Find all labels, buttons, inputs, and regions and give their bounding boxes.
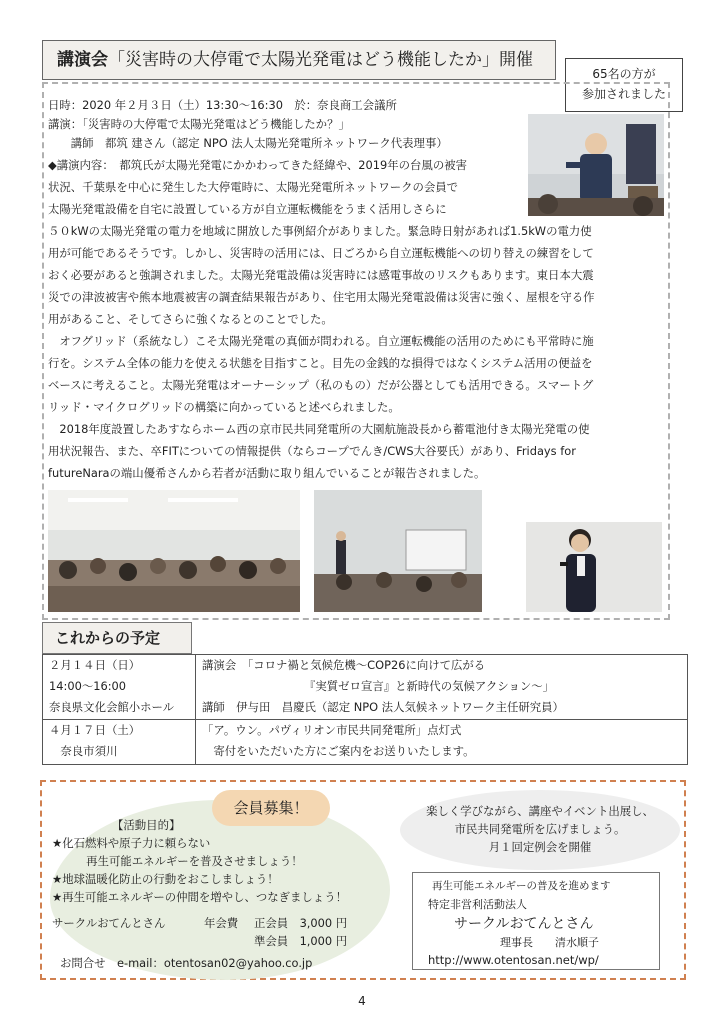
body-line: 行を。システム全体の能力を使える状態を目指すこと。目先の金銭的な損得ではなくシステム活用の便益を: [48, 356, 593, 370]
schedule-detail: 講演会 「コロナ禍と気候危機～COP26に向けて広がる: [202, 658, 486, 672]
body-line: 状況、千葉県を中心に発生した大停電時に、太陽光発電所ネットワークの会員で: [48, 180, 459, 194]
slogan-line: 市民共同発電所を広げましょう。: [454, 822, 626, 836]
org-name: サークルおてんとさん: [454, 916, 594, 932]
lecture-heading: [42, 40, 556, 80]
purpose-line: ★化石燃料や原子力に頼らない: [52, 836, 211, 850]
body-line: futureNaraの端山優希さんから若者が活動に取り組んでいることが報告されました。: [48, 466, 486, 480]
org-tagline: 再生可能エネルギーの普及を進めます: [432, 880, 611, 892]
org-type: 特定非営利活動法人: [428, 898, 527, 911]
schedule-detail-cell: [196, 655, 688, 720]
callout-line-2: 参加されました: [581, 87, 666, 101]
body-line: ◆講演内容： 都筑氏が太陽光発電にかかわってきた経緯や、2019年の台風の被害: [48, 158, 467, 172]
circle-name: サークルおてんとさん: [52, 916, 166, 930]
body-line: 太陽光発電設備を自宅に設置している方が自立運転機能をうまく活用しさらに: [48, 202, 447, 216]
callout-line-1: 65名の方が: [592, 67, 656, 81]
org-url[interactable]: http://www.otentosan.net/wp/: [428, 953, 599, 967]
schedule-table: [42, 654, 688, 765]
purpose-line: ★地球温暖化防止の行動をおこしましょう！: [52, 872, 279, 886]
schedule-detail: 『実質ゼロ宣言』と新時代の気候アクション～」: [304, 679, 555, 693]
schedule-time: 14:00～16:00: [49, 679, 127, 693]
schedule-detail-cell: [196, 720, 688, 765]
member-badge: 会員募集！: [212, 790, 330, 826]
schedule-date-cell: [43, 720, 196, 765]
schedule-heading: これからの予定: [42, 622, 192, 654]
body-line: 用があること、そしてさらに強くなるとのことでした。: [48, 312, 333, 326]
schedule-detail: 講師 伊与田 昌慶氏（認定 NPO 法人気候ネットワーク主任研究員）: [202, 700, 564, 714]
slogan-line: 楽しく学びながら、講座やイベント出展し、: [426, 804, 654, 818]
body-line: 用が可能であるそうです。しかし、災害時の活用には、日ごろから自立運転機能への切り替えの練習をして: [48, 246, 594, 260]
schedule-date: ４月１７日（土）: [49, 723, 141, 737]
contact-email: お問合せ e-mail：otentosan02@yahoo.co.jp: [60, 956, 313, 970]
body-line: 災での津波被害や熊本地震被害の調査結果報告があり、住宅用太陽光発電設備は災害に強く、屋根を守る作: [48, 290, 595, 304]
lecture-heading-prefix: 講演会: [57, 50, 108, 70]
body-line: 用状況報告、また、卒FITについての情報提供（ならコープでんき/CWS大谷要氏）があり、Fridays for: [48, 444, 576, 458]
lecture-heading-main: 「災害時の大停電で太陽光発電はどう機能したか」開催: [108, 50, 533, 70]
screen-photo: [314, 490, 482, 612]
slogan-line: 月１回定例会を開催: [488, 840, 592, 854]
body-line: 2018年度設置したあすならホーム西の京市民共同発電所の大園航施設長から蓄電池付き太陽光発電の使: [48, 422, 590, 436]
lecture-speaker: 講師 都筑 建さん（認定 NPO 法人太陽光発電所ネットワーク代表理事）: [48, 136, 448, 150]
page-number: 4: [358, 994, 366, 1008]
schedule-venue: 奈良県文化会館小ホール: [49, 700, 175, 714]
table-row: [43, 720, 688, 765]
body-line: リッド・マイクログリッドの構築に向かっていると述べられました。: [48, 400, 400, 414]
body-line: ベースに考えること。太陽光発電はオーナーシップ（私のもの）だが公器としても活用できる。スマートグ: [48, 378, 594, 392]
speaker-photo: [528, 114, 664, 216]
body-line: ５０kWの太陽光発電の電力を地域に開放した事例紹介がありました。緊急時日射があれば1.5kWの電力使: [48, 224, 592, 238]
purpose-line: ★再生可能エネルギーの仲間を増やし、つなぎましょう！: [52, 890, 347, 904]
lecture-date: 日時：2020 年２月３日（土）13:30～16:30 於：奈良商工会議所: [48, 98, 397, 112]
purpose-label: 【活動目的】: [112, 818, 181, 832]
schedule-detail: 「ア。ウン。パヴィリオン市民共同発電所」点灯式: [202, 723, 462, 737]
fee-regular: 正会員 3,000 円: [254, 916, 348, 930]
body-line: オフグリッド（系統なし）こそ太陽光発電の真価が問われる。自立運転機能の活用のためにも平常時に施: [48, 334, 594, 348]
schedule-detail: 寄付をいただいた方にご案内をお送りいたします。: [202, 744, 475, 758]
fee-label: 年会費: [204, 916, 239, 930]
org-chair: 理事長 清水順子: [500, 936, 599, 949]
purpose-line: 再生可能エネルギーを普及させましょう！: [52, 854, 303, 868]
audience-photo: [48, 490, 300, 612]
youth-speaker-photo: [526, 522, 662, 612]
schedule-date-cell: [43, 655, 196, 720]
body-line: おく必要があると強調されました。太陽光発電設備は災害時には感電事故のリスクもあります。東日本大震: [48, 268, 594, 282]
schedule-venue: 奈良市須川: [49, 744, 118, 758]
schedule-date: ２月１４日（日）: [49, 658, 141, 672]
lecture-topic: 講演：「災害時の大停電で太陽光発電はどう機能したか？」: [48, 117, 350, 131]
fee-associate: 準会員 1,000 円: [254, 934, 348, 948]
table-row: [43, 655, 688, 720]
